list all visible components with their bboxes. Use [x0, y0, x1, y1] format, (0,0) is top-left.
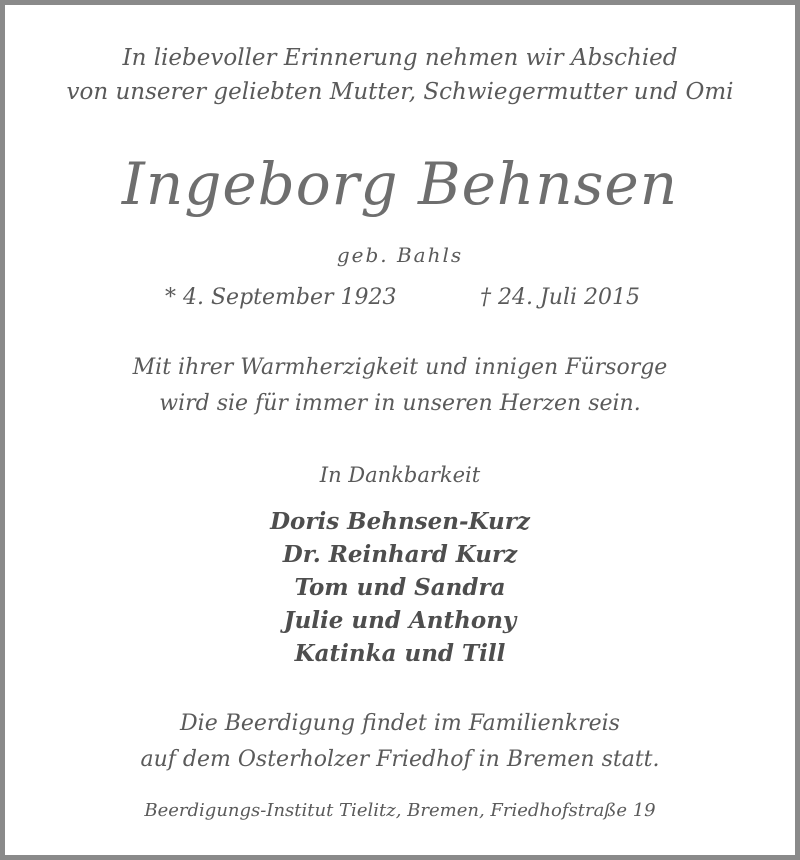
intro-line-1: In liebevoller Erinnerung nehmen wir Abschied — [122, 45, 678, 71]
verse-line-2: wird sie für immer in unseren Herzen sein. — [159, 391, 641, 416]
burial-line-1: Die Beerdigung findet im Familienkreis — [180, 711, 620, 736]
mourner-name: Dr. Reinhard Kurz — [282, 541, 518, 568]
intro-line-2: von unserer geliebten Mutter, Schwiegermutter und Omi — [66, 79, 734, 105]
deceased-name: Ingeborg Behnsen — [121, 150, 679, 218]
death-date: † 24. Juli 2015 — [480, 285, 641, 310]
verse-line-1: Mit ihrer Warmherzigkeit und innigen Fürsorge — [132, 355, 668, 380]
maiden-name: geb. Bahls — [336, 243, 464, 267]
life-dates — [5, 285, 795, 315]
mourner-name: Tom und Sandra — [294, 574, 506, 601]
mourner-name: Doris Behnsen-Kurz — [270, 508, 530, 535]
mourner-name: Katinka und Till — [294, 640, 506, 667]
burial-line-2: auf dem Osterholzer Friedhof in Bremen statt. — [140, 747, 660, 772]
mourner-name: Julie und Anthony — [283, 607, 517, 634]
funeral-home: Beerdigungs-Institut Tielitz, Bremen, Friedhofstraße 19 — [144, 800, 656, 821]
birth-date: * 4. September 1923 — [165, 285, 397, 310]
thanks-label: In Dankbarkeit — [319, 463, 481, 487]
